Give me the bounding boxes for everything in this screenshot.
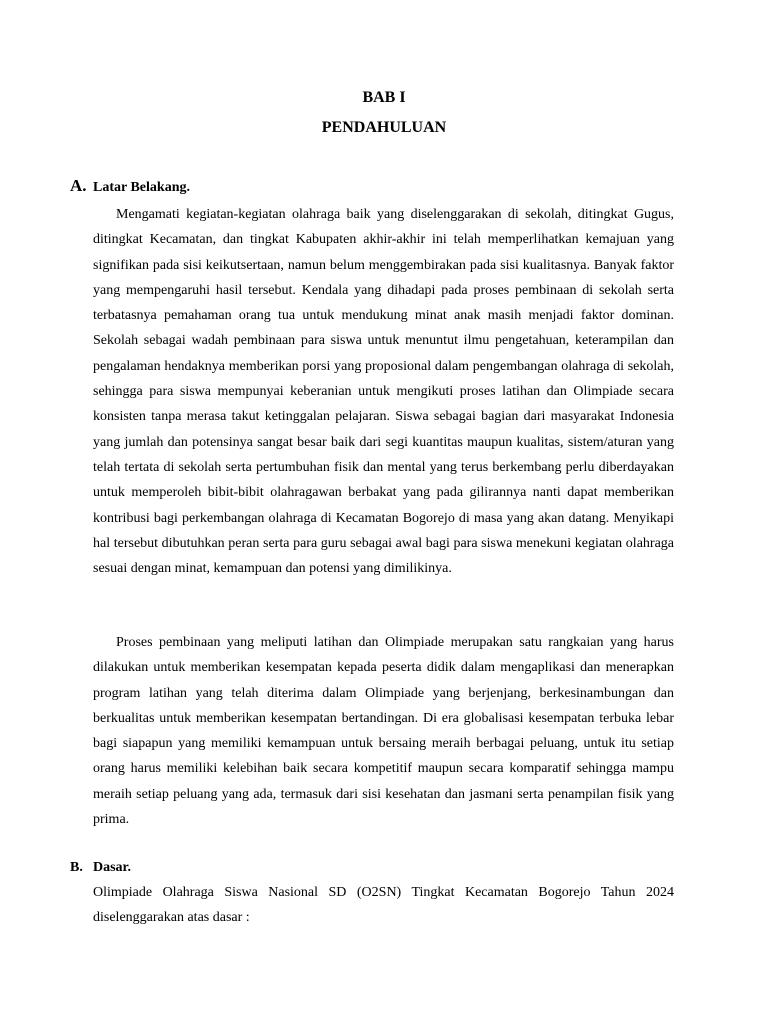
section-b-letter: B. (70, 860, 83, 875)
section-b-heading (70, 858, 131, 878)
section-b-title: Dasar. (93, 860, 131, 875)
background-paragraph-2: Proses pembinaan yang meliputi latihan dan Olimpiade merupakan satu rangkaian yang harus dilakukan untuk memberikan kesempatan kepada peserta didik dalam mengaplikasi dan menerapkan program latihan yang telah diterima dalam Olimpiade yang berjenjang, berkesinambungan dan berkualitas untuk memberikan kesempatan bertandingan. Di era globalisasi kesempatan terbuka lebar bagi siapapun yang memiliki kemampuan untuk bersaing meraih berbagai peluang, untuk itu setiap orang harus memiliki kelebihan baik secara kompetitif maupun secara komparatif sehingga mampu meraih setiap peluang yang ada, termasuk dari sisi kesehatan dan jasmani serta penampilan fisik yang prima. (93, 635, 674, 828)
background-paragraph-1: Mengamati kegiatan-kegiatan olahraga baik yang diselenggarakan di sekolah, ditingkat Gugus, ditingkat Kecamatan, dan tingkat Kabupaten akhir-akhir ini telah memperlihatkan kemajuan yang signifikan pada sisi keikutsertaan, namun belum menggembirakan pada sisi kualitasnya. Banyak faktor yang mempengaruhi hasil tersebut. Kendala yang dihadapi pada proses pembinaan di sekolah serta terbatasnya pemahaman orang tua untuk mendukung minat anak masih menjadi faktor dominan. Sekolah sebagai wadah pembinaan para siswa untuk menuntut ilmu pengetahuan, keterampilan dan pengalaman hendaknya memberikan porsi yang proposional dalam pengembangan olahraga di sekolah, sehingga para siswa mempunyai keberanian untuk mengikuti proses latihan dan Olimpiade secara konsisten tanpa merasa takut ketinggalan pelajaran. Siswa sebagai bagian dari masyarakat Indonesia yang jumlah dan potensinya sangat besar baik dari segi kuantitas maupun kualitas, sistem/aturan yang telah tertata di sekolah serta pertumbuhan fisik dan mental yang terus berkembang perlu diberdayakan untuk memperoleh bibit-bibit olahragawan berbakat yang pada gilirannya nanti dapat memberikan kontribusi bagi perkembangan olahraga di Kecamatan Bogorejo di masa yang akan datang. Menyikapi hal tersebut dibutuhkan peran serta para guru sebagai awal bagi para siswa menekuni kegiatan olahraga sesuai dengan minat, kemampuan dan potensi yang dimilikinya. (93, 207, 674, 577)
section-a-title: Latar Belakang. (93, 180, 190, 195)
basis-paragraph: Olimpiade Olahraga Siswa Nasional SD (O2SN) Tingkat Kecamatan Bogorejo Tahun 2024 diselenggarakan atas dasar : (93, 885, 674, 926)
chapter-title: PENDAHULUAN (321, 119, 447, 136)
chapter-number: BAB I (362, 89, 406, 106)
section-a-letter: A. (70, 176, 87, 195)
section-a-heading (70, 176, 190, 198)
